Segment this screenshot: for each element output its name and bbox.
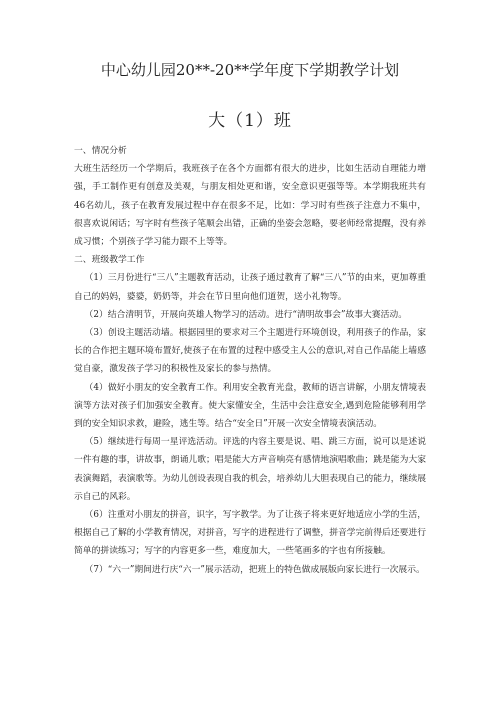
document-body	[74, 142, 426, 579]
section-heading-teaching-work: 二、班级教学工作	[74, 255, 145, 266]
section-heading-situation: 一、情况分析	[74, 146, 127, 156]
work-item-1: （1）三月份进行“三八”主题教育活动，让孩子通过教育了解“三八”节的由来，更加尊重自己的妈妈，婆婆，奶奶等，并会在节日里向他们道贺，送小礼物等。	[74, 273, 426, 302]
work-item-4: （4）做好小朋友的安全教育工作。利用安全教育光盘，教师的语言讲解，小朋友情境表演等方法对孩子们加强安全教育。使大家懂安全，生活中会注意安全,遇到危险能够利用学到的安全知识求救，避险，逃生等。结合“安全日”开展一次安全情境表演活动。	[74, 382, 426, 430]
class-title: 大（1）班	[208, 111, 292, 131]
work-item-7: （7）“六一”期间进行庆“六一”展示活动，把班上的特色做成展版向家长进行一次展示。	[84, 564, 425, 575]
work-item-6: （6）注重对小朋友的拼音，识字，写字教学。为了让孩子将来更好地适应小学的生活，根据自己了解的小学教育情况，对拼音，写字的进程进行了调整，拼音学完前得后还要进行简单的拼读练习；写字的内容更多一些，难度加大，一些笔画多的字也有所接触。	[74, 510, 426, 557]
work-item-3: （3）创设主题活动墙。根据园里的要求对三个主题进行环境创设，利用孩子的作品，家长的合作把主题环境布置好,使孩子在布置的过程中感受主人公的意识,对自己作品能上墙感觉自豪，激发孩子学习的积极性及家长的参与热情。	[74, 328, 426, 375]
document-title: 中心幼儿园20**-20**学年度下学期教学计划	[100, 61, 400, 79]
situation-paragraph: 大班生活经历一个学期后，我班孩子在各个方面都有很大的进步，比如生活动自理能力增强，手工制作更有创意及美观，与朋友相处更和谐，安全意识更强等等。本学期我班共有46名幼儿，孩子在教育发展过程中存在很多不足，比如：学习时有些孩子注意力不集中，很喜欢说闲话；写字时有些孩子笔顺会出错，正确的坐姿会忽略，要老师经常提醒，没有养成习惯；个别孩子学习能力跟不上等等。	[74, 164, 426, 248]
work-item-5: （5）继续进行每周一星评选活动。评选的内容主要是说、唱、跳三方面，说可以是述说一件有趣的事，讲故事，朗诵儿歌；唱是能大方声音响亮有感情地演唱歌曲；跳是能为大家表演舞蹈，表演歌等。为幼儿创设表现自我的机会，培养幼儿大胆表现自己的能力，继续展示自己的风彩。	[74, 437, 426, 502]
work-item-2: （2）结合清明节，开展向英雄人物学习的活动。进行“清明故事会”故事大赛活动。	[84, 309, 408, 320]
